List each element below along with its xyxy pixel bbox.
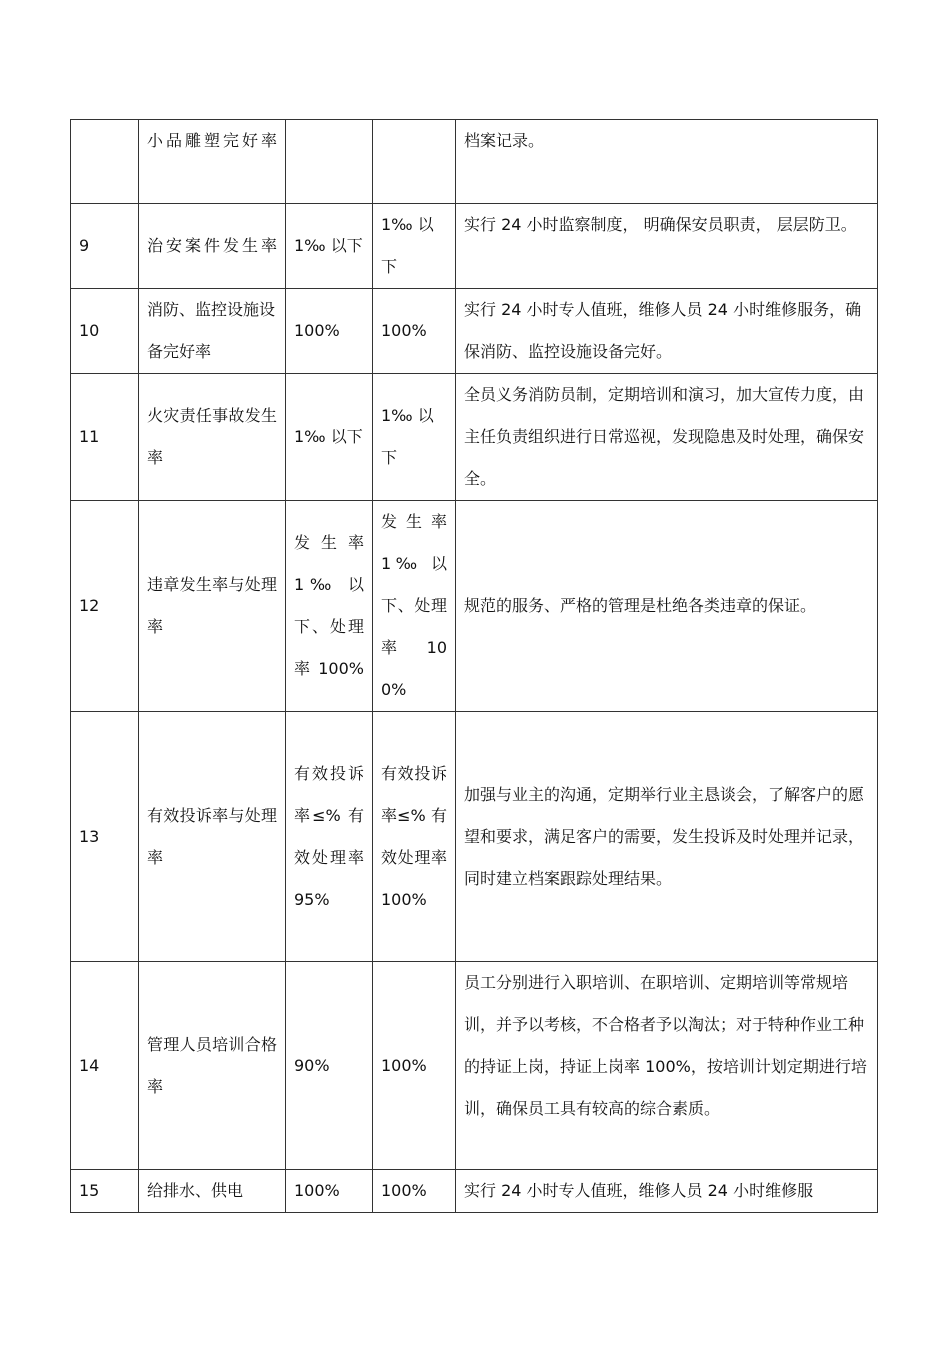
measure-text: 全员义务消防员制，定期培训和演习，加大宣传力度，由主任负责组织进行日常巡视，发现隐患及时处理，确保安全。 <box>456 374 878 501</box>
standard-value: 1‰ 以下 <box>286 204 373 289</box>
item-name: 违章发生率与处理率 <box>139 501 286 712</box>
table-row <box>71 712 878 962</box>
measure-text: 实行 24 小时专人值班，维修人员 24 小时维修服务，确保消防、监控设施设备完好。 <box>456 289 878 374</box>
standard-value: 100% <box>286 1170 373 1213</box>
row-number: 9 <box>71 204 139 289</box>
measure-text: 实行 24 小时监察制度， 明确保安员职责， 层层防卫。 <box>456 204 878 289</box>
row-number: 14 <box>71 962 139 1170</box>
item-name: 有效投诉率与处理率 <box>139 712 286 962</box>
item-name: 管理人员培训合格率 <box>139 962 286 1170</box>
table-row <box>71 120 878 204</box>
measure-text: 员工分别进行入职培训、在职培训、定期培训等常规培训，并予以考核，不合格者予以淘汰；对于特种作业工种的持证上岗，持证上岗率 100%，按培训计划定期进行培训，确保员工具有较高的综合素质。 <box>456 962 878 1170</box>
row-number: 13 <box>71 712 139 962</box>
table-row <box>71 501 878 712</box>
target-value: 1‰ 以下 <box>373 204 456 289</box>
row-number: 12 <box>71 501 139 712</box>
standard-value: 1‰ 以下 <box>286 374 373 501</box>
measure-text: 实行 24 小时专人值班，维修人员 24 小时维修服 <box>456 1170 878 1213</box>
standard-value: 90% <box>286 962 373 1170</box>
table-row <box>71 962 878 1170</box>
item-name: 治安案件发生率 <box>139 204 286 289</box>
standards-table <box>70 119 878 1213</box>
target-value <box>373 120 456 204</box>
row-number: 15 <box>71 1170 139 1213</box>
item-name: 火灾责任事故发生率 <box>139 374 286 501</box>
measure-text: 档案记录。 <box>456 120 878 204</box>
row-number: 10 <box>71 289 139 374</box>
item-name: 给排水、供电 <box>139 1170 286 1213</box>
item-name: 小品雕塑完好率 <box>139 120 286 204</box>
target-value: 100% <box>373 1170 456 1213</box>
standard-value <box>286 120 373 204</box>
table-row <box>71 374 878 501</box>
target-value: 发生率 1‰ 以下、处理率 100% <box>373 501 456 712</box>
table-row <box>71 1170 878 1213</box>
table-row <box>71 289 878 374</box>
item-name: 消防、监控设施设备完好率 <box>139 289 286 374</box>
standard-value: 100% <box>286 289 373 374</box>
target-value: 100% <box>373 962 456 1170</box>
target-value: 有效投诉率≤% 有效处理率 100% <box>373 712 456 962</box>
target-value: 100% <box>373 289 456 374</box>
standard-value: 发生率 1‰ 以下、处理率 100% <box>286 501 373 712</box>
standard-value: 有效投诉率≤% 有效处理率 95% <box>286 712 373 962</box>
target-value: 1‰ 以下 <box>373 374 456 501</box>
row-number: 11 <box>71 374 139 501</box>
measure-text: 规范的服务、严格的管理是杜绝各类违章的保证。 <box>456 501 878 712</box>
measure-text: 加强与业主的沟通，定期举行业主恳谈会，了解客户的愿望和要求，满足客户的需要，发生投诉及时处理并记录，同时建立档案跟踪处理结果。 <box>456 712 878 962</box>
table-row <box>71 204 878 289</box>
row-number <box>71 120 139 204</box>
